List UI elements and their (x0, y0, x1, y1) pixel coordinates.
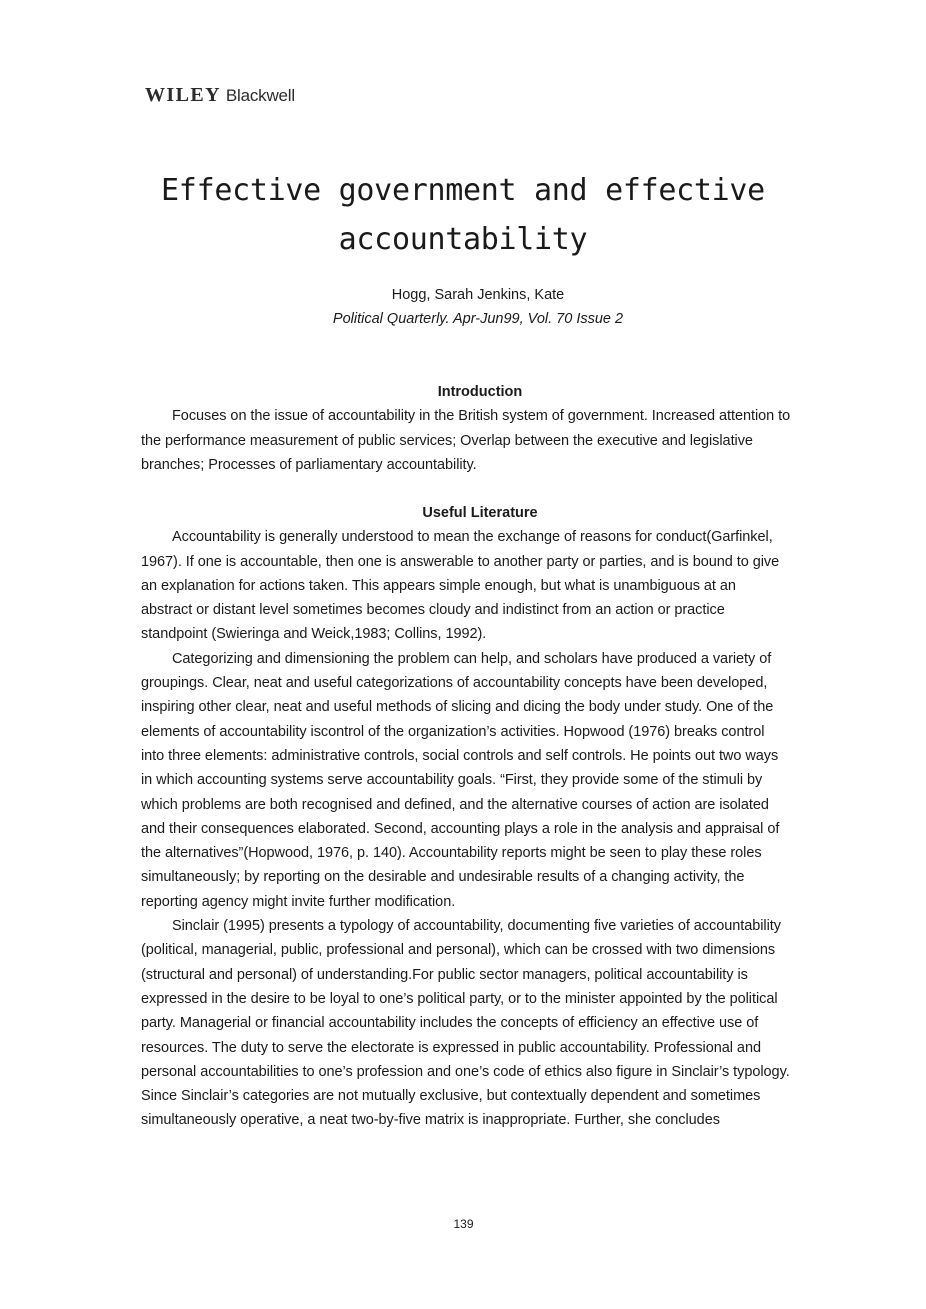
paragraph: Accountability is generally understood to mean the exchange of reasons for conduct(Garfinkel, 1967). If one is accountable, then one is answerable to another party or parties, and is bound to give an explanation for actions taken. This appears simple enough, but what is unambiguous at an abstract or distant level sometimes becomes cloudy and indistinct from an action or practice standpoint (Swieringa and Weick,1983; Collins, 1992). (141, 529, 780, 643)
section-introduction (141, 380, 791, 477)
article-title: Effective government and effective accountability (161, 173, 765, 257)
section-heading: Introduction (437, 384, 523, 400)
publisher-logo (145, 84, 295, 108)
paragraph: Categorizing and dimensioning the problem can help, and scholars have produced a variety of groupings. Clear, neat and useful categorizations of accountability concepts have been developed, inspiring other clear, neat and useful methods of slicing and dicing the body under study. One of the elements of accountability iscontrol of the organization’s activities. Hopwood (1976) breaks control into three elements: administrative controls, social controls and self controls. He points out two ways in which accounting systems serve accountability goals. “First, they provide some of the stimuli by which problems are both recognised and defined, and the alternative courses of action are isolated and their consequences elaborated. Second, accounting plays a role in the analysis and appraisal of the alternatives”(Hopwood, 1976, p. 140). Accountability reports might be seen to play these roles simultaneously; by reporting on the desirable and undesirable results of a changing activity, the reporting agency might invite further modification. (141, 650, 780, 910)
article-authors: Hogg, Sarah Jenkins, Kate (391, 287, 565, 303)
page-number: 139 (453, 1217, 474, 1231)
logo-blackwell-text: Blackwell (225, 86, 295, 105)
journal-citation: Political Quarterly. Apr-Jun99, Vol. 70 Issue 2 (332, 311, 624, 327)
logo-wiley-text: WILEY (145, 84, 221, 106)
section-useful-literature (141, 501, 791, 1133)
paragraph: Focuses on the issue of accountability in the British system of government. Increased attention to the performance measurement of public services; Overlap between the executive and legislative branches; Processes of parliamentary accountability. (141, 408, 791, 473)
section-heading: Useful Literature (422, 505, 538, 521)
paragraph: Sinclair (1995) presents a typology of accountability, documenting five varieties of accountability (political, managerial, public, professional and personal), which can be crossed with two dimensions (structural and personal) of understanding.For public sector managers, political accountability is expressed in the desire to be loyal to one’s political party, or to the minister appointed by the political party. Managerial or financial accountability includes the concepts of efficiency an effective use of resources. The duty to serve the electorate is expressed in public accountability. Professional and personal accountabilities to one’s profession and one’s code of ethics also figure in Sinclair’s typology. Since Sinclair’s categories are not mutually exclusive, but contextually dependent and sometimes simultaneously operative, a neat two-by-five matrix is inappropriate. Further, she concludes (141, 918, 790, 1129)
